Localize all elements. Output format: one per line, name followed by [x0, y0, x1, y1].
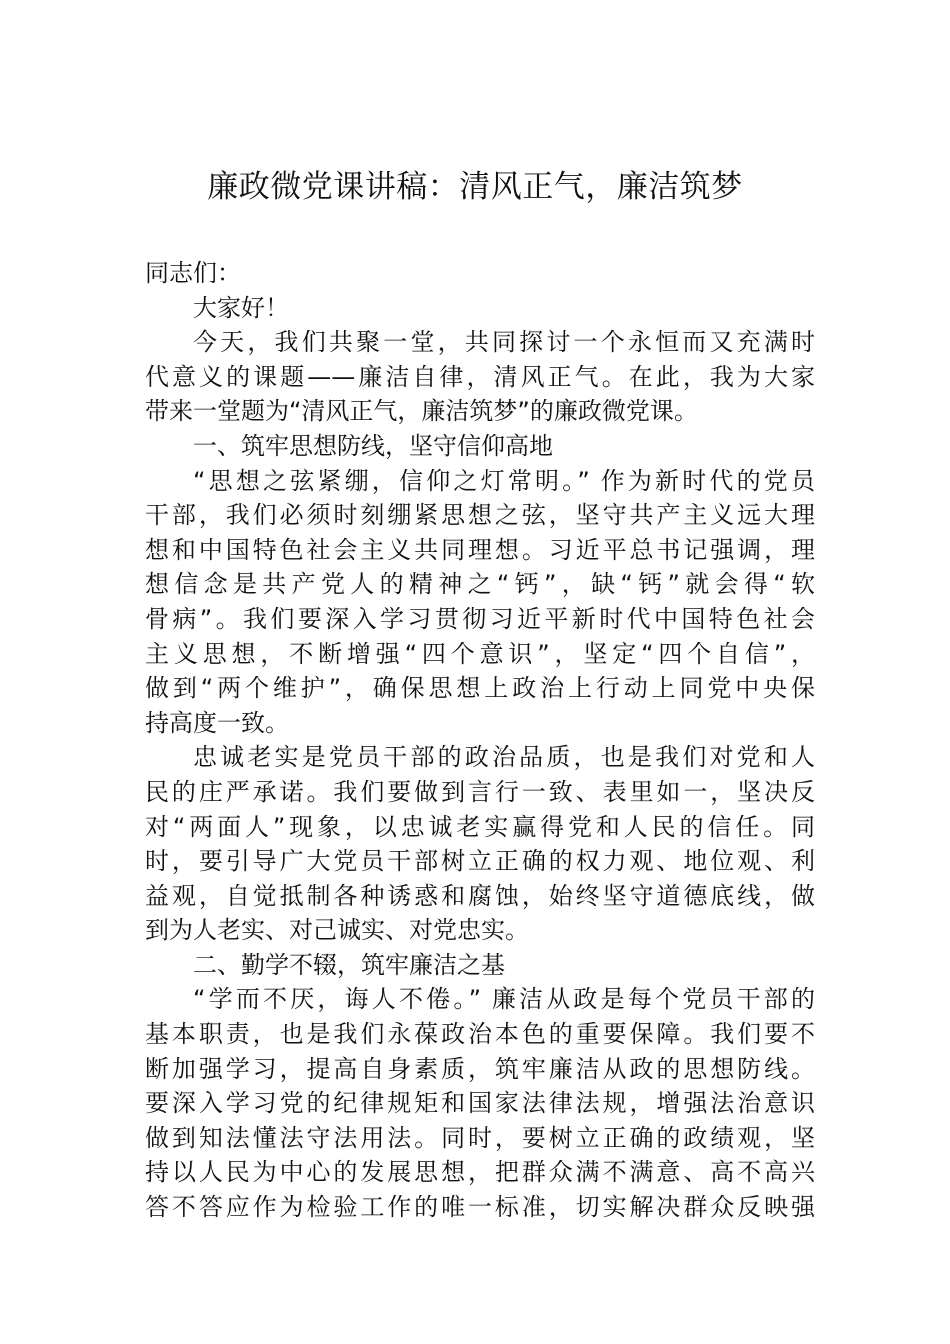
text-line: 要深入学习党的纪律规矩和国家法律法规，增强法治意识 [145, 1089, 815, 1118]
text-line: 忠诚老实是党员干部的政治品质，也是我们对党和人 [193, 743, 815, 772]
text-line: 带来一堂题为“清风正气，廉洁筑梦”的廉政微党课。 [145, 397, 698, 426]
text-line: 今天，我们共聚一堂，共同探讨一个永恒而又充满时 [193, 328, 815, 357]
text-line: 大家好！ [193, 293, 289, 322]
text-line: “思想之弦紧绷，信仰之灯常明。” 作为新时代的党员 [193, 466, 815, 495]
text-line: 到为人老实、对己诚实、对党忠实。 [145, 916, 529, 945]
text-line: 基本职责，也是我们永葆政治本色的重要保障。我们要不 [145, 1020, 815, 1049]
text-line: 骨病”。我们要深入学习贯彻习近平新时代中国特色社会 [145, 604, 815, 633]
text-line: 一、筑牢思想防线，坚守信仰高地 [193, 431, 553, 460]
text-line: 干部，我们必须时刻绷紧思想之弦，坚守共产主义远大理 [145, 501, 815, 530]
document-body [145, 256, 815, 1225]
text-line: 想和中国特色社会主义共同理想。习近平总书记强调，理 [145, 535, 815, 564]
text-line: 答不答应作为检验工作的唯一标准，切实解决群众反映强 [145, 1193, 815, 1222]
text-line: 时，要引导广大党员干部树立正确的权力观、地位观、利 [145, 847, 815, 876]
text-line: 持以人民为中心的发展思想，把群众满不满意、高不高兴 [145, 1158, 815, 1187]
text-line: 民的庄严承诺。我们要做到言行一致、表里如一，坚决反 [145, 777, 815, 806]
text-line: 对“两面人”现象，以忠诚老实赢得党和人民的信任。同 [145, 812, 815, 841]
text-line: 想信念是共产党人的精神之“钙”，缺“钙”就会得“软 [145, 570, 815, 599]
text-line: 断加强学习，提高自身素质，筑牢廉洁从政的思想防线。 [145, 1054, 815, 1083]
text-line: 同志们： [145, 259, 241, 287]
text-line: 持高度一致。 [145, 708, 289, 737]
document-title: 廉政微党课讲稿：清风正气，廉洁筑梦 [207, 169, 743, 205]
text-line: 二、勤学不辍，筑牢廉洁之基 [193, 950, 505, 979]
text-line: 做到知法懂法守法用法。同时，要树立正确的政绩观，坚 [145, 1123, 815, 1152]
text-line: “学而不厌，诲人不倦。” 廉洁从政是每个党员干部的 [193, 985, 815, 1014]
text-line: 做到“两个维护”，确保思想上政治上行动上同党中央保 [145, 674, 815, 703]
text-line: 主义思想，不断增强“四个意识”，坚定“四个自信”， [145, 639, 815, 668]
text-line: 益观，自觉抵制各种诱惑和腐蚀，始终坚守道德底线，做 [145, 881, 815, 910]
text-line: 代意义的课题——廉洁自律，清风正气。在此，我为大家 [145, 362, 815, 391]
